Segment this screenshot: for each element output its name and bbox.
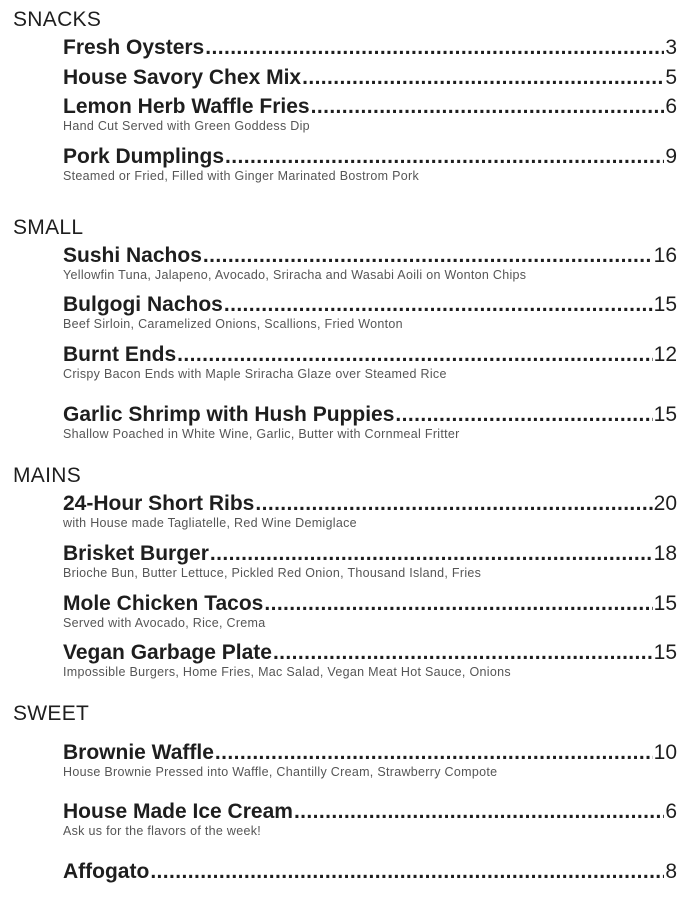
item-name: Mole Chicken Tacos: [63, 592, 264, 615]
dot-leader: [311, 96, 665, 117]
dot-leader: [273, 642, 653, 663]
menu-item: [63, 593, 677, 630]
item-name: Affogato: [63, 860, 150, 883]
item-name: House Made Ice Cream: [63, 800, 293, 823]
item-description: Shallow Poached in White Wine, Garlic, Butter with Cornmeal Fritter: [63, 427, 460, 441]
item-description: House Brownie Pressed into Waffle, Chantilly Cream, Strawberry Compote: [63, 765, 498, 779]
section-title-small: SMALL: [13, 216, 84, 239]
item-price: 9: [665, 145, 677, 168]
menu-item: [63, 861, 677, 882]
dot-leader: [224, 294, 653, 315]
item-name: Bulgogi Nachos: [63, 293, 223, 316]
item-description: Served with Avocado, Rice, Crema: [63, 616, 266, 630]
item-name: Garlic Shrimp with Hush Puppies: [63, 403, 395, 426]
menu-item: [63, 344, 677, 381]
dot-leader: [215, 742, 653, 763]
item-description: Brioche Bun, Butter Lettuce, Pickled Red Onion, Thousand Island, Fries: [63, 566, 482, 580]
menu-item: [63, 96, 677, 133]
dot-leader: [294, 801, 664, 822]
item-name: Brisket Burger: [63, 542, 209, 565]
item-description: Impossible Burgers, Home Fries, Mac Salad, Vegan Meat Hot Sauce, Onions: [63, 665, 511, 679]
item-price: 6: [665, 95, 677, 118]
menu-item: [63, 67, 677, 88]
item-price: 10: [653, 741, 677, 764]
item-price: 8: [665, 860, 677, 883]
item-name: Sushi Nachos: [63, 244, 202, 267]
dot-leader: [255, 493, 652, 514]
item-name: Lemon Herb Waffle Fries: [63, 95, 310, 118]
item-description: with House made Tagliatelle, Red Wine Demiglace: [63, 516, 357, 530]
menu-item: [63, 37, 677, 58]
item-description: Beef Sirloin, Caramelized Onions, Scallions, Fried Wonton: [63, 317, 403, 331]
dot-leader: [177, 344, 652, 365]
menu-item: [63, 146, 677, 183]
item-name: Burnt Ends: [63, 343, 177, 366]
item-price: 15: [653, 641, 677, 664]
dot-leader: [395, 404, 652, 425]
menu-item: [63, 404, 677, 441]
item-description: Hand Cut Served with Green Goddess Dip: [63, 119, 310, 133]
dot-leader: [225, 146, 664, 167]
menu-item: [63, 642, 677, 679]
dot-leader: [203, 245, 653, 266]
item-price: 5: [665, 66, 677, 89]
item-name: Vegan Garbage Plate: [63, 641, 272, 664]
item-name: 24-Hour Short Ribs: [63, 492, 255, 515]
item-price: 16: [653, 244, 677, 267]
dot-leader: [150, 861, 664, 882]
section-title-mains: MAINS: [13, 464, 82, 487]
menu-item: [63, 294, 677, 331]
menu-item: [63, 801, 677, 838]
dot-leader: [210, 543, 653, 564]
section-title-sweet: SWEET: [13, 702, 90, 725]
menu-item: [63, 493, 677, 530]
item-description: Crispy Bacon Ends with Maple Sriracha Glaze over Steamed Rice: [63, 367, 447, 381]
item-name: Pork Dumplings: [63, 145, 225, 168]
item-name: House Savory Chex Mix: [63, 66, 302, 89]
item-description: Yellowfin Tuna, Jalapeno, Avocado, Sriracha and Wasabi Aoili on Wonton Chips: [63, 268, 527, 282]
dot-leader: [205, 37, 664, 58]
dot-leader: [302, 67, 664, 88]
dot-leader: [264, 593, 652, 614]
menu-item: [63, 245, 677, 282]
item-price: 12: [653, 343, 677, 366]
item-price: 3: [665, 36, 677, 59]
item-price: 15: [653, 293, 677, 316]
item-price: 15: [653, 592, 677, 615]
item-price: 18: [653, 542, 677, 565]
item-name: Brownie Waffle: [63, 741, 214, 764]
section-title-snacks: SNACKS: [13, 8, 102, 31]
item-description: Steamed or Fried, Filled with Ginger Marinated Bostrom Pork: [63, 169, 420, 183]
item-description: Ask us for the flavors of the week!: [63, 824, 262, 838]
item-price: 15: [653, 403, 677, 426]
menu-item: [63, 742, 677, 779]
menu-item: [63, 543, 677, 580]
item-name: Fresh Oysters: [63, 36, 205, 59]
item-price: 6: [665, 800, 677, 823]
item-price: 20: [653, 492, 677, 515]
